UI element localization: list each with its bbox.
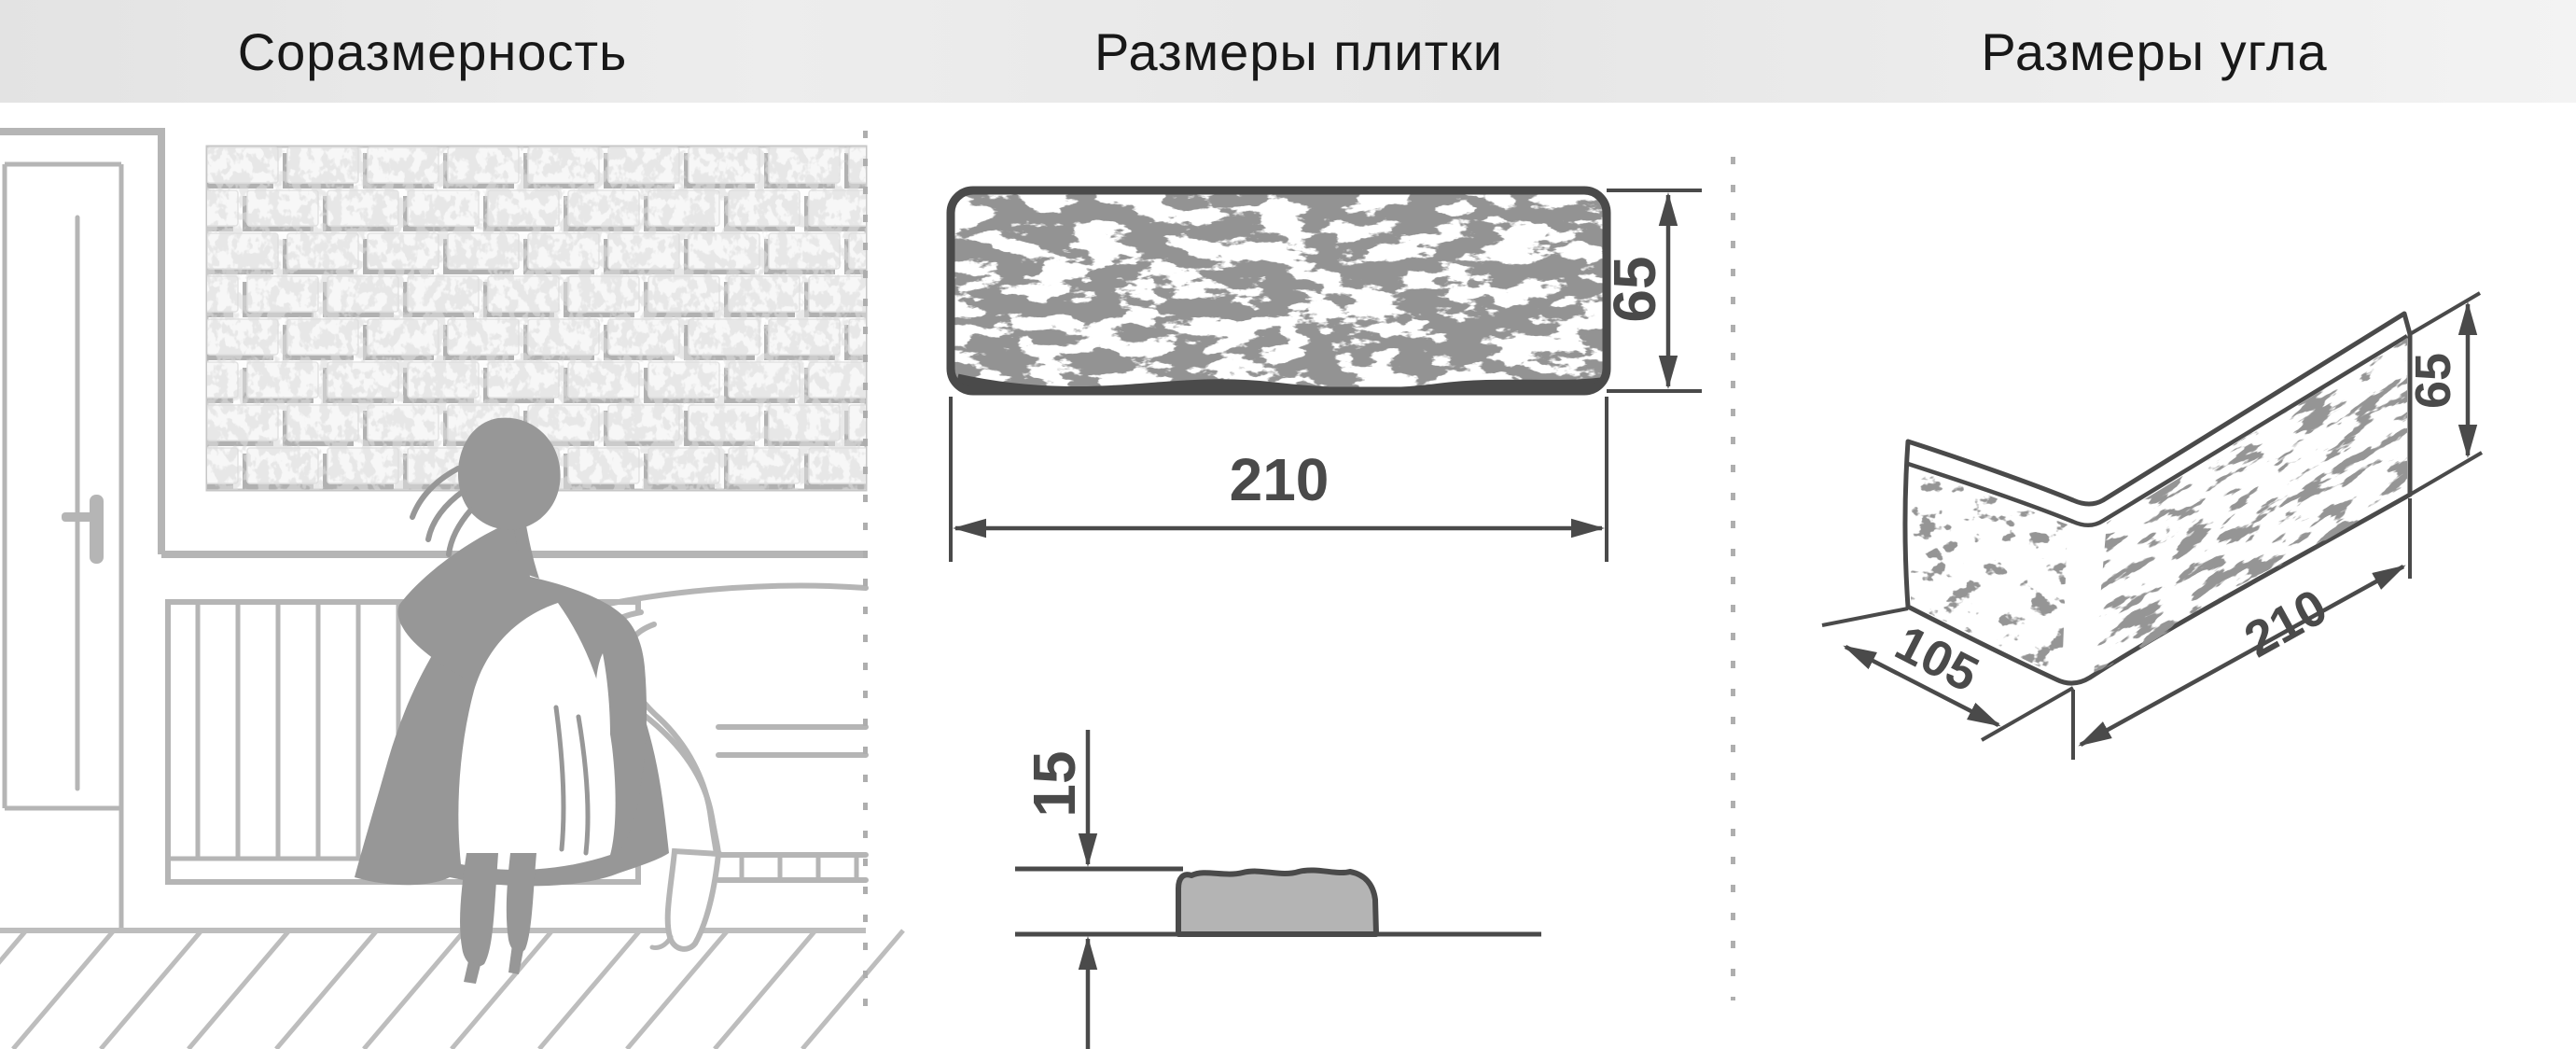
door-illustration	[0, 132, 161, 930]
corner-tile-diagram	[1822, 206, 2566, 792]
corner-depth-label: 105	[1887, 614, 1987, 704]
sofa-front-leg	[652, 851, 718, 949]
section-title-proportionality: Соразмерность	[237, 21, 628, 81]
corner-width-label: 210	[2235, 578, 2336, 669]
dotted-divider	[863, 131, 868, 1025]
section-title-tile-dimensions: Размеры плитки	[1094, 21, 1503, 81]
dotted-divider	[1731, 157, 1735, 1000]
woman-silhouette	[355, 418, 669, 984]
tile-width-label: 210	[1229, 446, 1330, 513]
floor-illustration	[0, 930, 903, 1049]
section-title-corner-dimensions: Размеры угла	[1981, 21, 2328, 81]
tile-profile-diagram	[1015, 730, 1541, 1049]
corner-height-label: 65	[2405, 352, 2461, 410]
tile-height-label: 65	[1601, 256, 1668, 323]
tile-thickness-label: 15	[1021, 750, 1088, 818]
room-scene-illustration	[0, 132, 920, 1049]
